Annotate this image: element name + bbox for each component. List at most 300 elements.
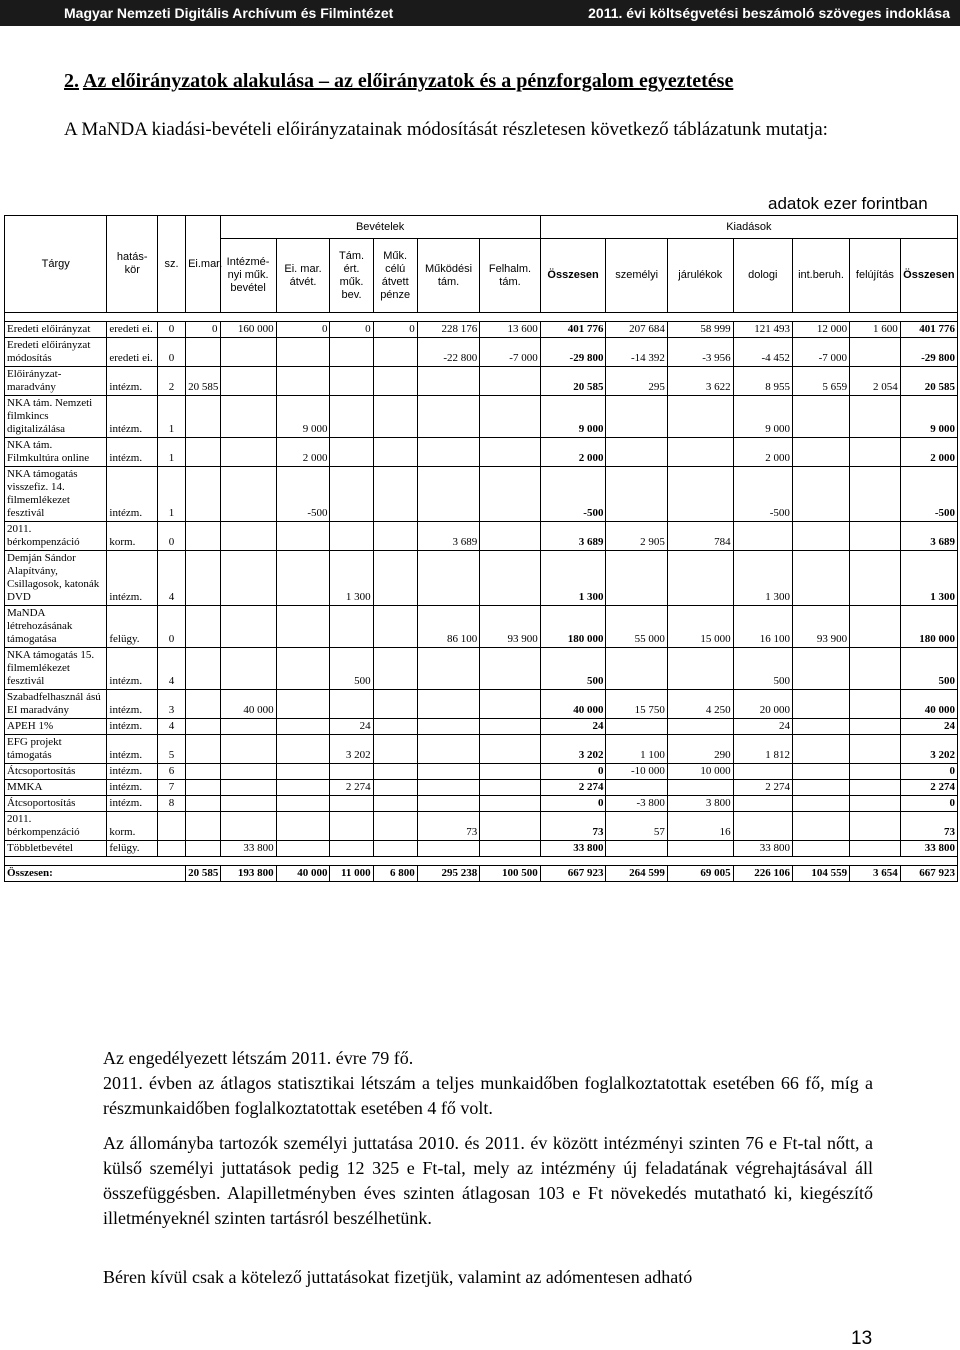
table-cell: -14 392 [606, 338, 667, 367]
table-cell: 121 493 [733, 322, 792, 338]
col-jarulekok: járulékok [667, 239, 733, 313]
table-cell: 401 776 [540, 322, 606, 338]
table-cell [792, 812, 849, 841]
table-cell: 9 000 [276, 396, 330, 438]
table-cell [330, 522, 373, 551]
table-cell [480, 735, 540, 764]
table-cell [792, 551, 849, 606]
table-cell [850, 396, 901, 438]
table-cell: 1 300 [540, 551, 606, 606]
table-cell: 15 750 [606, 690, 667, 719]
row-sz: 4 [158, 551, 186, 606]
row-label: Előirányzat-maradvány [5, 367, 107, 396]
table-cell [220, 719, 276, 735]
table-cell [276, 648, 330, 690]
table-cell [417, 735, 480, 764]
row-sz [158, 812, 186, 841]
table-cell [606, 648, 667, 690]
table-cell: 8 955 [733, 367, 792, 396]
total-cell: 667 923 [540, 866, 606, 882]
table-cell: 16 100 [733, 606, 792, 648]
table-cell: 0 [186, 322, 220, 338]
total-cell: 11 000 [330, 866, 373, 882]
page-number: 13 [851, 1328, 873, 1349]
table-cell: -500 [276, 467, 330, 522]
table-cell [792, 796, 849, 812]
table-cell: -29 800 [540, 338, 606, 367]
table-cell: 24 [900, 719, 957, 735]
intro-text: A MaNDA kiadási-bevételi előirányzatainak módosítását részletesen következő táblázatunk mutatja: [64, 119, 828, 140]
row-label: Átcsoportosítás [5, 796, 107, 812]
row-label: 2011. bérkompenzáció [5, 522, 107, 551]
table-cell [667, 719, 733, 735]
table-row [5, 780, 958, 796]
table-cell [850, 467, 901, 522]
table-cell [276, 690, 330, 719]
table-cell [850, 780, 901, 796]
table-cell: -3 800 [606, 796, 667, 812]
table-cell [606, 396, 667, 438]
table-cell [417, 367, 480, 396]
table-cell [330, 796, 373, 812]
paragraph-average-staff: 2011. évben az átlagos statisztikai létszám a teljes munkaidőben foglalkoztatottak esetében 66 fő, míg a részmunkaidőben foglalkoztatottak esetében 4 fő volt. [103, 1073, 873, 1118]
row-sz: 1 [158, 438, 186, 467]
table-cell [220, 467, 276, 522]
table-cell [373, 780, 417, 796]
table-cell: 3 800 [667, 796, 733, 812]
row-authority: intézm. [107, 796, 158, 812]
table-cell: 12 000 [792, 322, 849, 338]
col-felujitas: felújítás [850, 239, 901, 313]
table-cell [792, 719, 849, 735]
table-cell [330, 396, 373, 438]
row-sz: 0 [158, 338, 186, 367]
table-cell: 3 202 [330, 735, 373, 764]
total-cell: 6 800 [373, 866, 417, 882]
total-cell: 226 106 [733, 866, 792, 882]
table-cell: 3 689 [900, 522, 957, 551]
table-cell [373, 606, 417, 648]
table-cell [850, 764, 901, 780]
table-row [5, 648, 958, 690]
table-cell [667, 780, 733, 796]
table-cell: 180 000 [540, 606, 606, 648]
col-szemelyi: személyi [606, 239, 667, 313]
row-authority: felügy. [107, 841, 158, 857]
table-cell: 1 600 [850, 322, 901, 338]
table-cell: -22 800 [417, 338, 480, 367]
row-label: Többletbevétel [5, 841, 107, 857]
table-cell [330, 606, 373, 648]
table-cell [480, 812, 540, 841]
table-cell [276, 338, 330, 367]
table-cell [220, 522, 276, 551]
table-cell [480, 467, 540, 522]
table-cell: 1 100 [606, 735, 667, 764]
row-label: MaNDA létrehozásának támogatása [5, 606, 107, 648]
row-label: Szabadfelhasznál ású EI maradvány [5, 690, 107, 719]
table-cell [792, 764, 849, 780]
table-cell [373, 438, 417, 467]
table-cell [667, 438, 733, 467]
table-row [5, 438, 958, 467]
total-cell: 100 500 [480, 866, 540, 882]
table-cell: 33 800 [220, 841, 276, 857]
table-cell: 57 [606, 812, 667, 841]
row-sz: 7 [158, 780, 186, 796]
table-cell: 0 [276, 322, 330, 338]
row-label: NKA támogatás visszefiz. 14. filmemlékezet fesztivál [5, 467, 107, 522]
table-cell [733, 796, 792, 812]
col-targy: Tárgy [5, 216, 107, 313]
table-cell [276, 841, 330, 857]
header-doc-title: 2011. évi költségvetési beszámoló szöveges indoklása [588, 5, 950, 21]
table-cell [606, 780, 667, 796]
col-tamert: Tám. ért. műk. bev. [330, 239, 373, 313]
table-cell [186, 780, 220, 796]
table-cell [606, 719, 667, 735]
table-cell [480, 764, 540, 780]
table-cell [186, 396, 220, 438]
table-cell: -7 000 [480, 338, 540, 367]
row-authority: eredeti ei. [107, 322, 158, 338]
table-cell [850, 812, 901, 841]
table-cell [792, 690, 849, 719]
col-osszesen-expense: Összesen [900, 239, 957, 313]
table-cell [186, 841, 220, 857]
row-authority: intézm. [107, 780, 158, 796]
table-cell [373, 648, 417, 690]
table-cell: 24 [733, 719, 792, 735]
table-cell: 0 [373, 322, 417, 338]
table-cell [606, 467, 667, 522]
table-cell [220, 438, 276, 467]
table-cell [733, 522, 792, 551]
row-authority: intézm. [107, 438, 158, 467]
table-cell: 500 [733, 648, 792, 690]
table-cell [276, 796, 330, 812]
table-cell [186, 467, 220, 522]
table-cell: 15 000 [667, 606, 733, 648]
table-cell [373, 367, 417, 396]
section-title: Az előirányzatok alakulása – az előirányzatok és a pénzforgalom egyeztetése [82, 70, 734, 92]
table-cell: -29 800 [900, 338, 957, 367]
table-cell [850, 438, 901, 467]
table-cell [850, 522, 901, 551]
table-cell: 20 585 [540, 367, 606, 396]
table-cell: 2 274 [900, 780, 957, 796]
total-cell: 104 559 [792, 866, 849, 882]
table-cell: 2 274 [330, 780, 373, 796]
table-cell: 1 812 [733, 735, 792, 764]
table-cell [276, 367, 330, 396]
table-cell [373, 522, 417, 551]
table-cell [850, 735, 901, 764]
group-expense: Kiadások [540, 216, 957, 239]
row-sz: 8 [158, 796, 186, 812]
row-label: 2011. bérkompenzáció [5, 812, 107, 841]
row-label: Demján Sándor Alapítvány, Csillagosok, katonák DVD [5, 551, 107, 606]
budget-table [4, 215, 958, 882]
table-cell [417, 648, 480, 690]
row-sz: 6 [158, 764, 186, 780]
table-cell: 73 [540, 812, 606, 841]
table-cell: 0 [540, 764, 606, 780]
col-mukcelu: Műk. célú átvett pénze [373, 239, 417, 313]
table-cell: 1 300 [900, 551, 957, 606]
row-authority: korm. [107, 812, 158, 841]
col-dologi: dologi [733, 239, 792, 313]
table-cell [480, 438, 540, 467]
row-sz: 4 [158, 719, 186, 735]
total-cell: 40 000 [276, 866, 330, 882]
table-cell: 2 000 [540, 438, 606, 467]
row-label: MMKA [5, 780, 107, 796]
table-cell [792, 438, 849, 467]
table-cell [186, 551, 220, 606]
table-cell: 73 [900, 812, 957, 841]
table-cell [667, 467, 733, 522]
table-row [5, 338, 958, 367]
row-authority: intézm. [107, 396, 158, 438]
table-cell [480, 780, 540, 796]
table-cell [480, 690, 540, 719]
table-cell [850, 606, 901, 648]
table-cell [186, 338, 220, 367]
table-cell [373, 735, 417, 764]
table-row [5, 719, 958, 735]
table-cell: 20 000 [733, 690, 792, 719]
table-cell: 2 000 [900, 438, 957, 467]
row-authority: intézm. [107, 551, 158, 606]
group-revenue: Bevételek [220, 216, 540, 239]
table-cell [417, 796, 480, 812]
table-cell [330, 438, 373, 467]
row-label: Eredeti előirányzat módosítás [5, 338, 107, 367]
table-cell [276, 812, 330, 841]
table-cell: 228 176 [417, 322, 480, 338]
table-cell [417, 438, 480, 467]
table-cell [373, 338, 417, 367]
table-cell: -500 [733, 467, 792, 522]
row-sz: 2 [158, 367, 186, 396]
table-cell [667, 841, 733, 857]
table-cell: 33 800 [900, 841, 957, 857]
table-row [5, 812, 958, 841]
table-cell [480, 367, 540, 396]
table-cell [276, 780, 330, 796]
table-cell: 3 689 [540, 522, 606, 551]
table-cell [792, 522, 849, 551]
table-cell [220, 780, 276, 796]
col-eimar: Ei.mar. [186, 216, 220, 313]
table-cell: 2 274 [733, 780, 792, 796]
table-cell: -7 000 [792, 338, 849, 367]
table-cell: 2 000 [276, 438, 330, 467]
table-cell: 9 000 [900, 396, 957, 438]
table-cell [330, 764, 373, 780]
paragraph-headcount: Az engedélyezett létszám 2011. évre 79 fő. [103, 1048, 414, 1068]
row-sz: 1 [158, 467, 186, 522]
table-cell [276, 735, 330, 764]
table-cell [373, 719, 417, 735]
row-label: NKA tám. Nemzeti filmkincs digitalizálása [5, 396, 107, 438]
table-row [5, 396, 958, 438]
table-cell: 2 905 [606, 522, 667, 551]
table-cell [373, 812, 417, 841]
table-cell: 500 [330, 648, 373, 690]
table-cell: 20 585 [900, 367, 957, 396]
table-cell [186, 719, 220, 735]
document-header-bar [0, 0, 960, 26]
table-cell [373, 467, 417, 522]
table-cell [220, 396, 276, 438]
table-cell: 24 [330, 719, 373, 735]
table-cell [330, 690, 373, 719]
table-cell [606, 438, 667, 467]
table-cell [220, 338, 276, 367]
table-cell: 500 [540, 648, 606, 690]
table-row [5, 467, 958, 522]
table-cell [850, 796, 901, 812]
table-cell [220, 764, 276, 780]
table-cell [417, 719, 480, 735]
section-number: 2. [64, 70, 79, 92]
row-sz [158, 841, 186, 857]
table-cell: 40 000 [900, 690, 957, 719]
table-cell: 86 100 [417, 606, 480, 648]
table-cell [417, 764, 480, 780]
table-cell [330, 367, 373, 396]
row-label: NKA tám. Filmkultúra online [5, 438, 107, 467]
total-cell: 193 800 [220, 866, 276, 882]
table-cell: 55 000 [606, 606, 667, 648]
total-cell: 3 654 [850, 866, 901, 882]
table-cell: 4 250 [667, 690, 733, 719]
table-cell: 13 600 [480, 322, 540, 338]
table-cell: 0 [330, 322, 373, 338]
row-sz: 0 [158, 606, 186, 648]
table-cell: 3 689 [417, 522, 480, 551]
table-cell [480, 648, 540, 690]
table-cell [373, 764, 417, 780]
table-cell: 0 [540, 796, 606, 812]
col-osszesen-revenue: Összesen [540, 239, 606, 313]
table-cell [417, 690, 480, 719]
table-cell [792, 735, 849, 764]
table-cell [373, 551, 417, 606]
table-row [5, 735, 958, 764]
row-authority: intézm. [107, 764, 158, 780]
table-cell: -10 000 [606, 764, 667, 780]
table-cell: 0 [900, 796, 957, 812]
table-cell [186, 606, 220, 648]
table-row [5, 606, 958, 648]
row-authority: intézm. [107, 719, 158, 735]
table-cell: 16 [667, 812, 733, 841]
row-authority: intézm. [107, 367, 158, 396]
table-cell: 3 202 [900, 735, 957, 764]
table-cell [480, 841, 540, 857]
table-cell: 93 900 [480, 606, 540, 648]
table-cell: 33 800 [540, 841, 606, 857]
table-cell: 3 622 [667, 367, 733, 396]
table-cell [792, 648, 849, 690]
table-cell: 10 000 [667, 764, 733, 780]
paragraph-personnel-pay: Az állományba tartozók személyi juttatása 2010. és 2011. év között intézményi szinten 76 e Ft-tal nőtt, a külső személyi juttatások pedig 12 325 e Ft-tal, mely az intézmény új feladatának végrehajtásával áll összefüggésben. Alapilletményben éves szinten átlagosan 103 e Ft növekedés mutatható ki, kiegészítő illetményeknél szinten tartásról beszélhetünk. [103, 1133, 873, 1228]
table-cell [373, 396, 417, 438]
row-authority: intézm. [107, 735, 158, 764]
col-intberuh: int.beruh. [792, 239, 849, 313]
table-cell [186, 648, 220, 690]
table-cell [480, 396, 540, 438]
total-row [5, 866, 958, 882]
table-cell [733, 812, 792, 841]
table-cell [330, 467, 373, 522]
table-row [5, 322, 958, 338]
row-authority: felügy. [107, 606, 158, 648]
table-cell: 3 202 [540, 735, 606, 764]
table-cell [417, 396, 480, 438]
total-cell: 69 005 [667, 866, 733, 882]
row-label: NKA támogatás 15. filmemlékezet fesztivál [5, 648, 107, 690]
row-label: EFG projekt támogatás [5, 735, 107, 764]
table-cell [417, 467, 480, 522]
table-cell [667, 648, 733, 690]
table-cell: 73 [417, 812, 480, 841]
row-label: Eredeti előirányzat [5, 322, 107, 338]
table-cell [733, 764, 792, 780]
table-cell: -3 956 [667, 338, 733, 367]
table-cell [480, 551, 540, 606]
table-row [5, 690, 958, 719]
table-row [5, 841, 958, 857]
table-cell: 784 [667, 522, 733, 551]
total-label: Összesen: [5, 866, 186, 882]
table-cell [330, 338, 373, 367]
table-cell: 290 [667, 735, 733, 764]
table-cell [186, 796, 220, 812]
table-cell [792, 841, 849, 857]
table-cell [850, 841, 901, 857]
col-eimaratvet: Ei. mar. átvét. [276, 239, 330, 313]
unit-note: adatok ezer forintban [768, 194, 928, 213]
table-cell [850, 551, 901, 606]
table-cell [220, 606, 276, 648]
table-row [5, 367, 958, 396]
row-authority: eredeti ei. [107, 338, 158, 367]
table-cell [792, 467, 849, 522]
table-cell [220, 551, 276, 606]
table-cell [276, 522, 330, 551]
table-cell [417, 780, 480, 796]
table-cell: -4 452 [733, 338, 792, 367]
table-cell [792, 396, 849, 438]
paragraph-benefits: Béren kívül csak a kötelező juttatásokat fizetjük, valamint az adómentesen adható [103, 1267, 693, 1287]
table-row [5, 796, 958, 812]
table-cell [186, 690, 220, 719]
table-cell [606, 551, 667, 606]
total-cell: 667 923 [900, 866, 957, 882]
table-cell [330, 841, 373, 857]
header-spacer-row [5, 313, 958, 322]
col-felhalm: Felhalm. tám. [480, 239, 540, 313]
row-authority: intézm. [107, 467, 158, 522]
table-cell [850, 338, 901, 367]
table-cell [417, 551, 480, 606]
table-cell [220, 812, 276, 841]
table-cell: 40 000 [220, 690, 276, 719]
